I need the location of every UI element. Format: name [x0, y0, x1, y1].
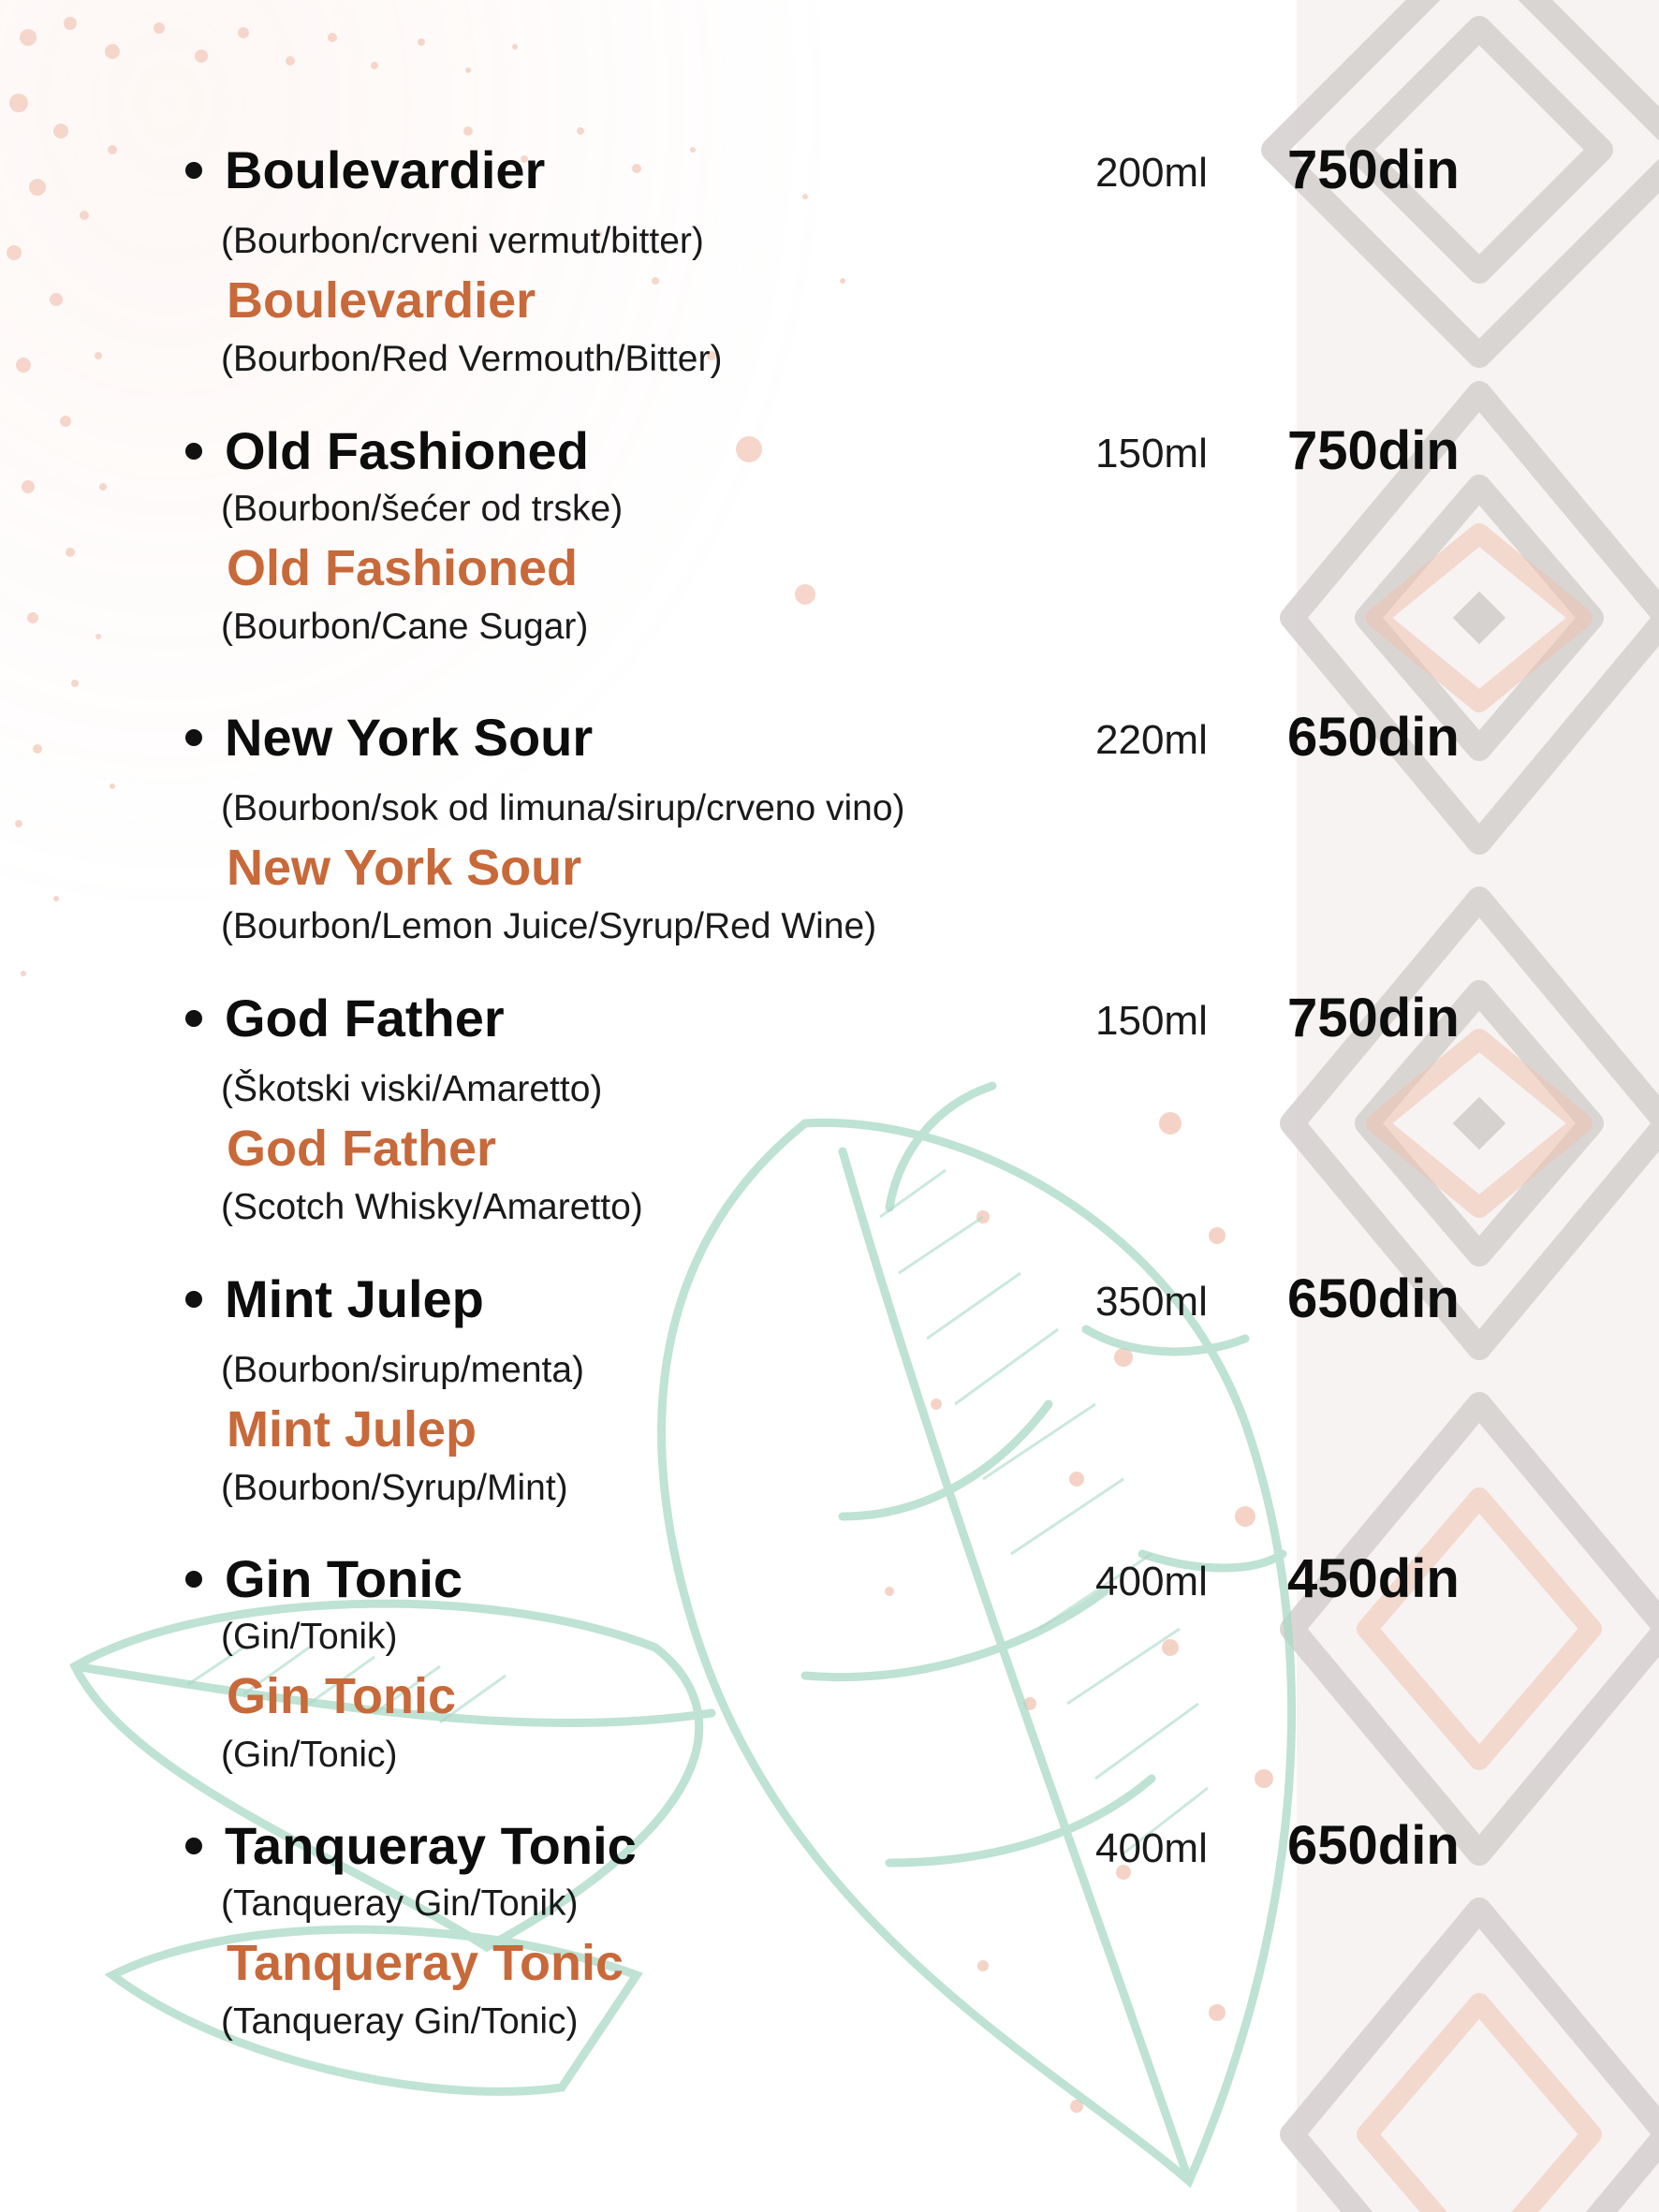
drink-name: Mint Julep	[225, 1269, 484, 1328]
ingredients-sr: (Bourbon/sirup/menta)	[221, 1350, 585, 1390]
drink-name: God Father	[225, 989, 505, 1047]
bullet-icon	[185, 443, 202, 460]
drink-volume: 400ml	[1095, 1559, 1208, 1604]
ingredients-en: (Scotch Whisky/Amaretto)	[221, 1187, 643, 1227]
menu-item	[178, 138, 1489, 385]
menu-item	[178, 1813, 1489, 2047]
drink-name: Gin Tonic	[225, 1549, 463, 1608]
ingredients-sr: (Bourbon/šećer od trske)	[221, 489, 624, 529]
ingredients-en: (Bourbon/Cane Sugar)	[221, 607, 589, 647]
menu-item	[178, 1546, 1489, 1780]
ingredients-en: (Gin/Tonic)	[221, 1735, 398, 1775]
drink-volume: 220ml	[1095, 717, 1208, 763]
drink-price: 650din	[1287, 1815, 1460, 1876]
bullet-icon	[185, 162, 202, 179]
menu-item	[178, 1267, 1489, 1514]
ingredients-en: (Bourbon/Syrup/Mint)	[221, 1468, 568, 1508]
drink-name-en: Boulevardier	[227, 272, 536, 329]
drink-volume: 400ml	[1095, 1825, 1208, 1871]
ingredients-sr: (Gin/Tonik)	[221, 1617, 398, 1657]
bullet-icon	[185, 1291, 202, 1308]
drink-name: Tanqueray Tonic	[225, 1816, 637, 1875]
menu-item	[178, 418, 1489, 652]
drink-price: 650din	[1287, 1268, 1460, 1329]
drink-volume: 150ml	[1095, 998, 1208, 1044]
ingredients-sr: (Bourbon/crveni vermut/bitter)	[221, 221, 704, 261]
ingredients-en: (Bourbon/Red Vermouth/Bitter)	[221, 339, 723, 379]
ingredients-sr: (Škotski viski/Amaretto)	[221, 1069, 603, 1109]
ingredients-sr: (Tanqueray Gin/Tonik)	[221, 1883, 579, 1924]
drink-price: 450din	[1287, 1548, 1460, 1609]
drink-name-en: Tanqueray Tonic	[227, 1935, 624, 1991]
drink-name: Boulevardier	[225, 140, 546, 199]
bullet-icon	[185, 1571, 202, 1588]
drink-name: Old Fashioned	[225, 421, 589, 480]
drink-name-en: Gin Tonic	[227, 1668, 456, 1724]
drink-price: 750din	[1287, 139, 1460, 200]
menu-item	[178, 705, 1489, 952]
drink-name-en: Old Fashioned	[227, 540, 579, 596]
ingredients-en: (Tanqueray Gin/Tonic)	[221, 2001, 579, 2042]
drink-name-en: God Father	[227, 1121, 497, 1177]
drink-name: New York Sour	[225, 708, 594, 767]
drink-volume: 150ml	[1095, 431, 1208, 476]
bullet-icon	[185, 1838, 202, 1854]
drink-name-en: New York Sour	[227, 840, 582, 896]
drink-price: 650din	[1287, 707, 1460, 768]
drink-volume: 200ml	[1095, 150, 1208, 196]
drink-price: 750din	[1287, 988, 1460, 1048]
ingredients-sr: (Bourbon/sok od limuna/sirup/crveno vino)	[221, 788, 905, 828]
drink-price: 750din	[1287, 420, 1460, 481]
drink-name-en: Mint Julep	[227, 1401, 477, 1458]
menu-item	[178, 986, 1489, 1233]
bullet-icon	[185, 729, 202, 746]
ingredients-en: (Bourbon/Lemon Juice/Syrup/Red Wine)	[221, 906, 877, 946]
bullet-icon	[185, 1010, 202, 1027]
drink-volume: 350ml	[1095, 1279, 1208, 1325]
